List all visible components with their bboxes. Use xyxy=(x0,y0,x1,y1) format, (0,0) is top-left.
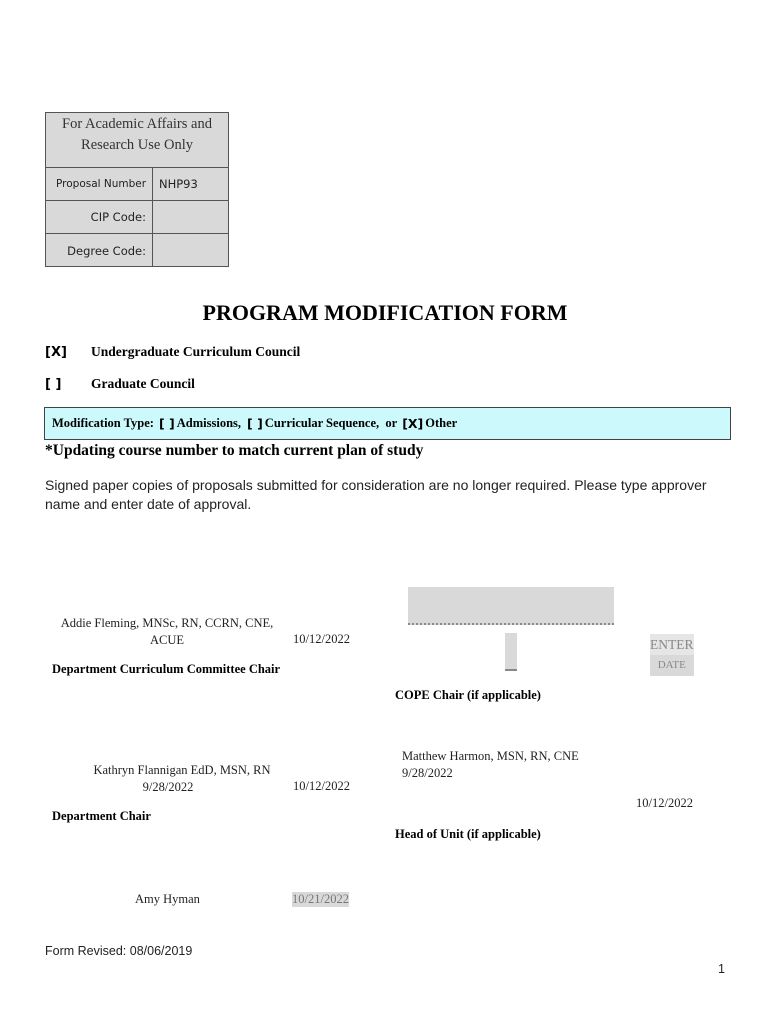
dept-chair-date[interactable]: 10/12/2022 xyxy=(293,779,350,793)
cip-code-label: CIP Code: xyxy=(46,201,153,233)
head-unit-signer xyxy=(402,748,579,782)
degree-code-row xyxy=(46,234,228,267)
cip-code-value[interactable] xyxy=(153,201,228,233)
head-unit-date[interactable]: 10/12/2022 xyxy=(636,796,693,810)
council-graduate xyxy=(45,376,195,392)
curricular-sequence-label: Curricular Sequence, or xyxy=(264,416,398,430)
head-unit-role: Head of Unit (if applicable) xyxy=(395,827,541,841)
degree-code-value[interactable] xyxy=(153,234,228,267)
modification-type-label: Modification Type: xyxy=(52,416,154,430)
other-checkbox[interactable]: [X] xyxy=(402,416,424,431)
proposal-number-value[interactable]: NHP93 xyxy=(159,177,198,191)
head-unit-name-date: 9/28/2022 xyxy=(402,766,453,780)
academic-affairs-heading-line2: Research Use Only xyxy=(81,137,193,153)
dept-curriculum-role: Department Curriculum Committee Chair xyxy=(52,662,281,676)
page-number: 1 xyxy=(718,962,725,976)
instructions-paragraph: Signed paper copies of proposals submitted for consideration are no longer required. Please type approver name and enter date of approval. xyxy=(45,477,707,512)
admissions-label: Admissions, xyxy=(176,416,242,430)
other-label: Other xyxy=(425,416,458,430)
cope-enter-line1: ENTER xyxy=(650,634,694,655)
modification-type-box xyxy=(44,407,731,440)
curricular-sequence-checkbox[interactable]: [ ] xyxy=(247,416,263,431)
dept-chair-name-date: 9/28/2022 xyxy=(142,780,194,794)
academic-affairs-heading-line1: For Academic Affairs and xyxy=(62,116,212,132)
proposal-number-label: Proposal Number xyxy=(46,168,153,200)
admissions-checkbox[interactable]: [ ] xyxy=(158,416,175,431)
dept-curriculum-name-line2: ACUE xyxy=(149,633,185,647)
dept-curriculum-name-line1: Addie Fleming, MNSc, RN, CCRN, CNE, xyxy=(60,616,274,630)
academic-affairs-heading xyxy=(46,113,228,168)
third-signer-name: Amy Hyman xyxy=(135,892,200,906)
council-undergraduate xyxy=(45,344,301,360)
degree-code-label: Degree Code: xyxy=(46,234,153,267)
cip-code-row xyxy=(46,201,228,234)
cope-name-field[interactable] xyxy=(505,633,517,671)
third-signer-date[interactable]: 10/21/2022 xyxy=(292,892,349,906)
graduate-label: Graduate Council xyxy=(91,376,195,391)
dept-chair-name: Kathryn Flannigan EdD, MSN, RN xyxy=(93,763,271,777)
undergraduate-checkbox[interactable]: [X] xyxy=(45,345,67,360)
form-title: PROGRAM MODIFICATION FORM xyxy=(202,300,568,325)
graduate-checkbox[interactable]: [ ] xyxy=(45,377,62,392)
dept-chair-role: Department Chair xyxy=(52,809,151,823)
form-revised: Form Revised: 08/06/2019 xyxy=(45,944,193,958)
undergraduate-label: Undergraduate Curriculum Council xyxy=(91,344,301,359)
cope-signature-field[interactable] xyxy=(408,587,614,625)
cope-enter-date[interactable] xyxy=(650,634,694,676)
proposal-number-row xyxy=(46,168,228,201)
academic-affairs-box xyxy=(45,112,229,267)
dept-chair-signer xyxy=(52,762,312,796)
cope-role: COPE Chair (if applicable) xyxy=(395,688,541,702)
update-note: *Updating course number to match current plan of study xyxy=(45,442,424,459)
dept-curriculum-signer xyxy=(52,615,282,649)
head-unit-name: Matthew Harmon, MSN, RN, CNE xyxy=(402,749,579,763)
dept-curriculum-date[interactable]: 10/12/2022 xyxy=(293,632,350,646)
cope-enter-line2: DATE xyxy=(650,655,694,676)
